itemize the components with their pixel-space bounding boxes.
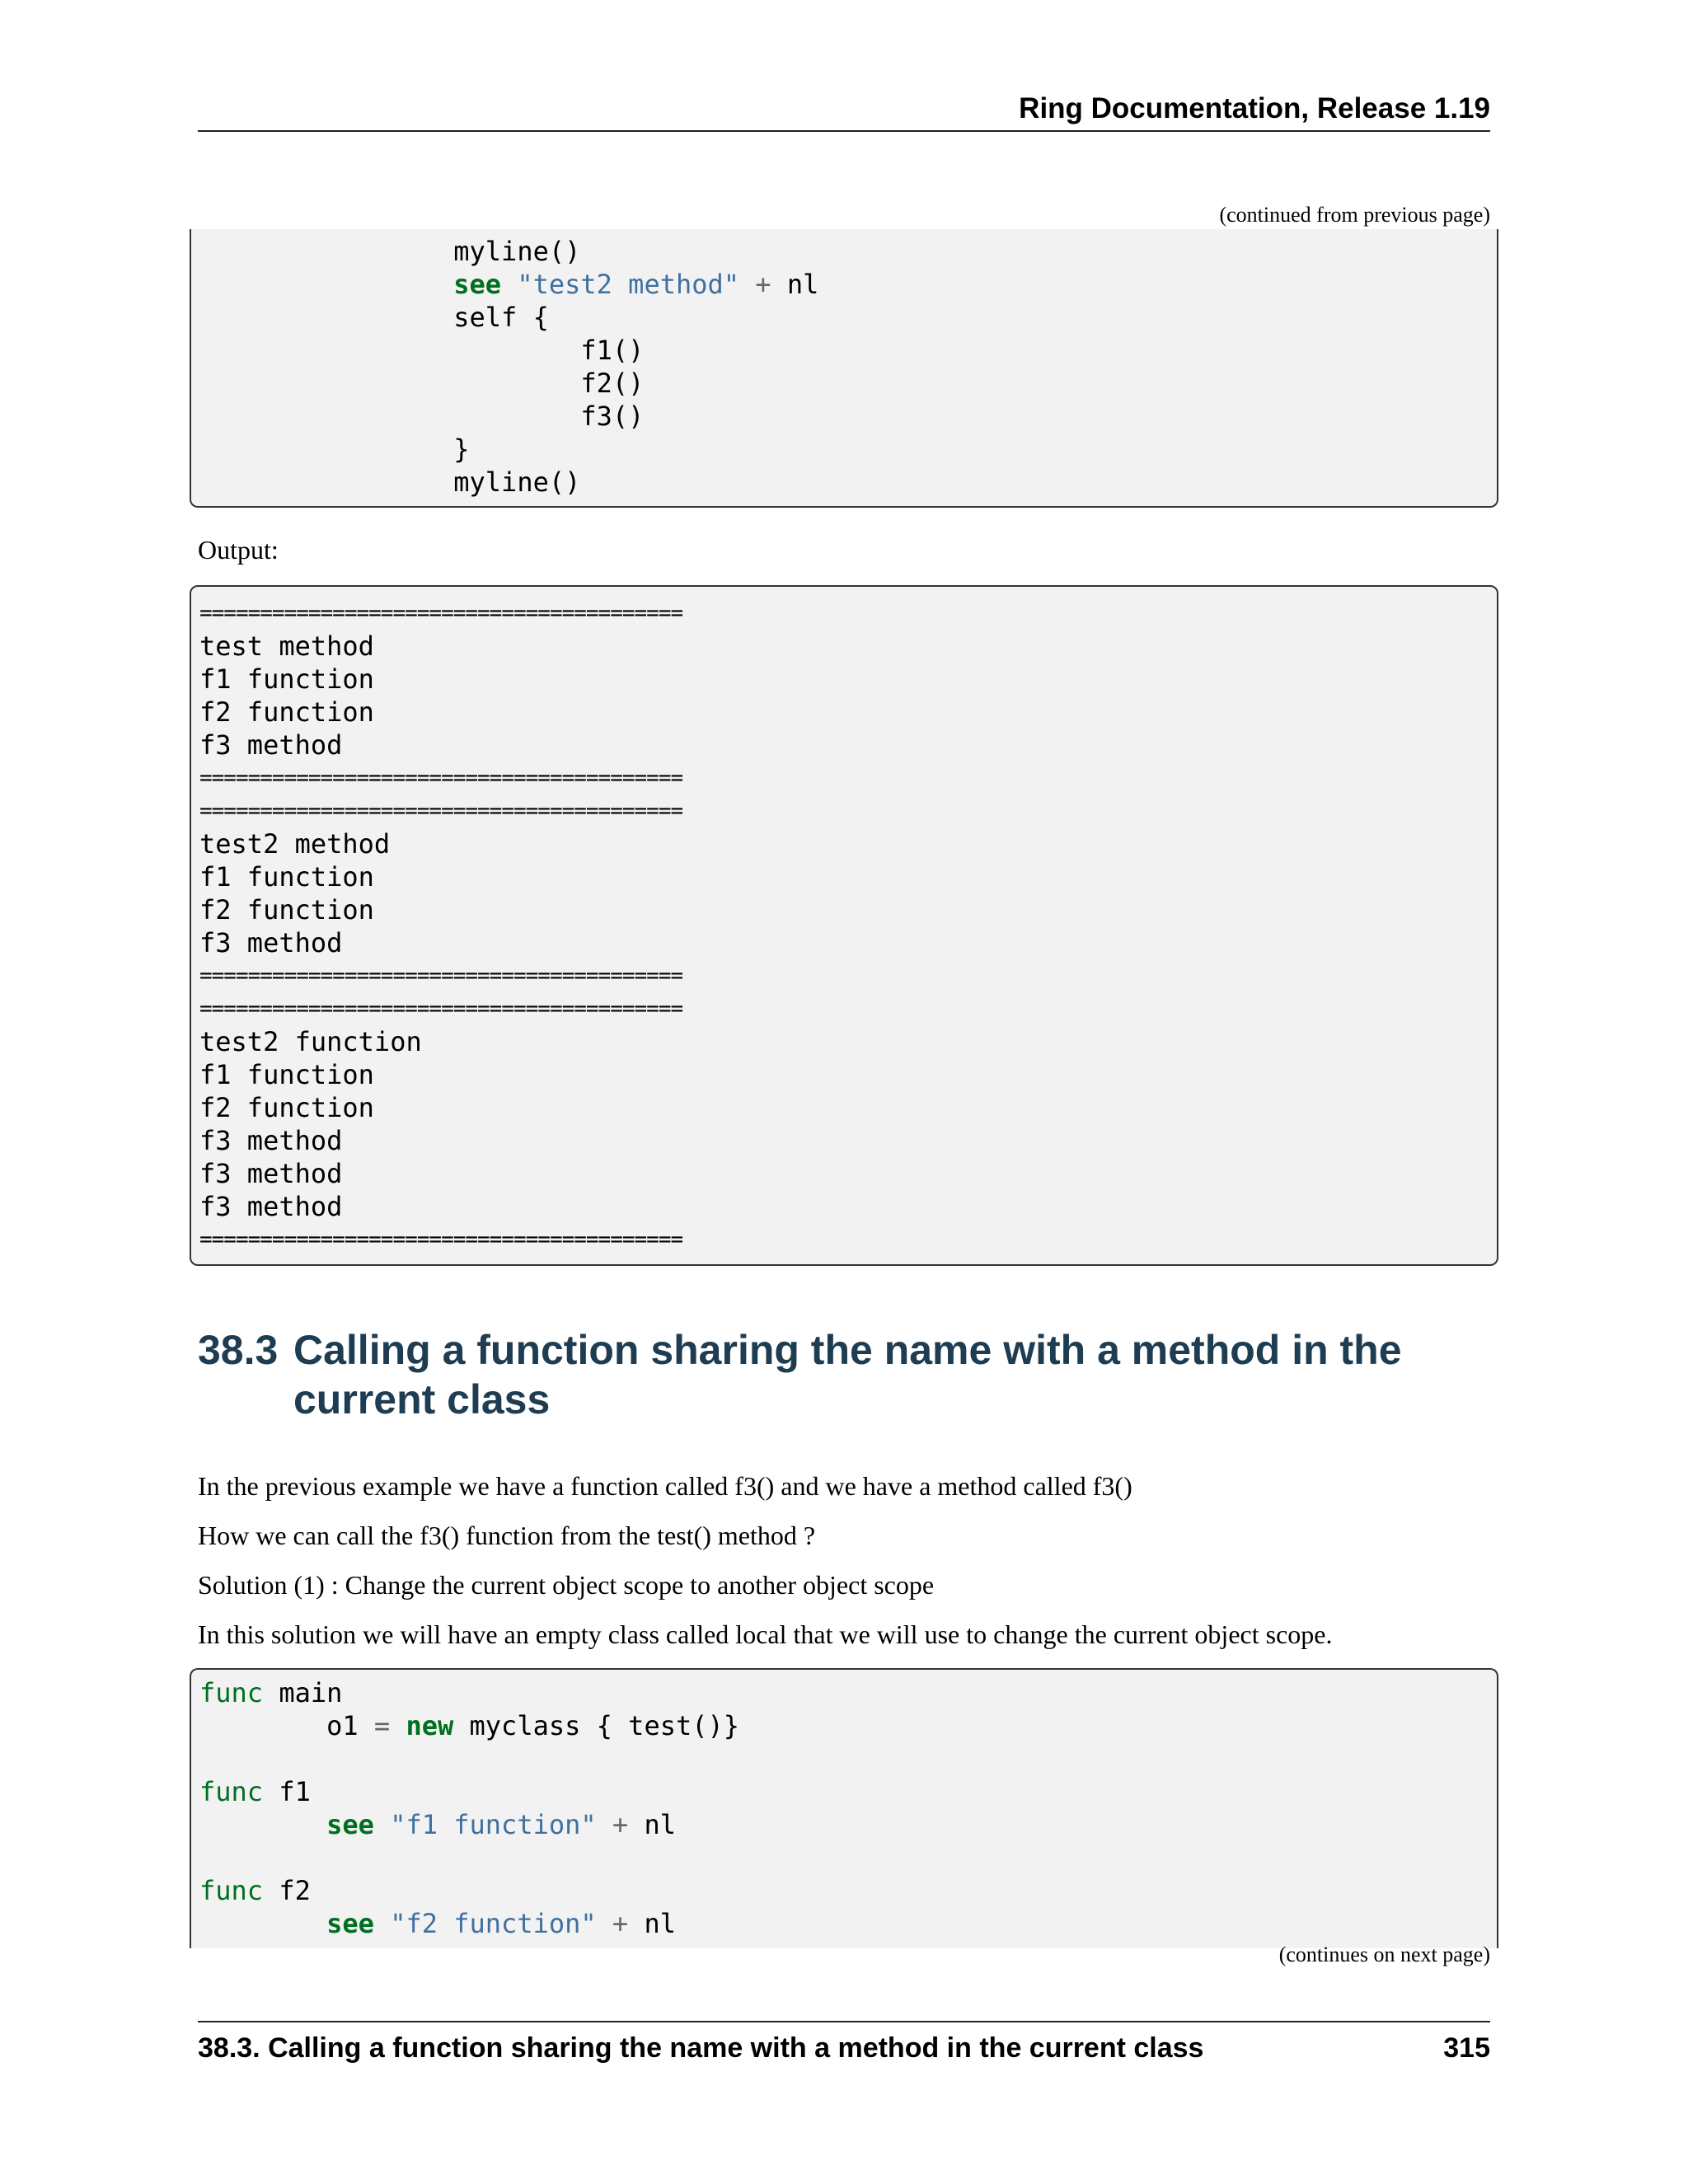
code-block-2 bbox=[190, 1668, 1498, 1948]
code-line: func main bbox=[199, 1677, 343, 1708]
section-heading bbox=[198, 1325, 1500, 1424]
page-footer bbox=[198, 2021, 1490, 2064]
continued-note: (continued from previous page) bbox=[1219, 203, 1490, 227]
output-line: ======================================== bbox=[199, 601, 683, 626]
output-line: f3 method bbox=[199, 1125, 343, 1156]
output-line: f3 method bbox=[199, 1158, 343, 1189]
paragraph: How we can call the f3() function from the test() method ? bbox=[198, 1521, 816, 1550]
paragraph: Solution (1) : Change the current object scope to another object scope bbox=[198, 1570, 935, 1600]
paragraph: In this solution we will have an empty class called local that we will use to change the current object scope. bbox=[198, 1619, 1333, 1649]
code-block-1 bbox=[190, 229, 1498, 508]
code-line: see "f1 function" + nl bbox=[326, 1809, 676, 1840]
output-line: f3 method bbox=[199, 927, 343, 958]
continues-note: (continues on next page) bbox=[1278, 1943, 1490, 1966]
code-line: see "test2 method" + nl bbox=[453, 269, 819, 300]
code-line: } bbox=[199, 434, 470, 465]
page-header bbox=[198, 91, 1490, 132]
output-line: f3 method bbox=[199, 729, 343, 761]
output-line: ======================================== bbox=[199, 799, 683, 823]
output-line: f1 function bbox=[199, 861, 374, 893]
section-number: 38.3 bbox=[198, 1327, 279, 1373]
output-line: f2 function bbox=[199, 696, 374, 728]
page-number: 315 bbox=[1443, 2032, 1490, 2064]
code-line: o1 = new myclass { test()} bbox=[199, 1710, 740, 1741]
output-line: test2 method bbox=[199, 828, 391, 860]
output-line: f3 method bbox=[199, 1191, 343, 1222]
code-line: myline() bbox=[199, 236, 581, 267]
code-line: myline() bbox=[199, 466, 581, 498]
output-label: Output: bbox=[198, 535, 279, 565]
paragraph: In the previous example we have a function called f3() and we have a method called f3() bbox=[198, 1471, 1132, 1501]
code-line: f1() bbox=[199, 335, 645, 366]
code-line: see "f2 function" + nl bbox=[326, 1908, 676, 1939]
code-line bbox=[191, 1742, 1497, 1775]
output-line: ======================================== bbox=[199, 996, 683, 1021]
header-title: Ring Documentation, Release 1.19 bbox=[1019, 92, 1490, 124]
footer-section-label: 38.3. Calling a function sharing the name with a method in the current class bbox=[198, 2032, 1204, 2064]
output-line: test2 function bbox=[199, 1026, 422, 1057]
output-line: f1 function bbox=[199, 1059, 374, 1090]
output-line: test method bbox=[199, 630, 374, 662]
code-line: func f2 bbox=[199, 1875, 311, 1906]
code-line: f3() bbox=[199, 401, 645, 432]
output-line: ======================================== bbox=[199, 963, 683, 988]
output-block bbox=[190, 585, 1498, 1266]
output-line: f2 function bbox=[199, 1092, 374, 1123]
output-line: ======================================== bbox=[199, 1227, 683, 1252]
code-line: func f1 bbox=[199, 1776, 311, 1807]
code-line: f2() bbox=[199, 368, 645, 399]
output-line: f1 function bbox=[199, 663, 374, 695]
output-line: f2 function bbox=[199, 894, 374, 926]
output-line: ======================================== bbox=[199, 766, 683, 790]
code-line: self { bbox=[199, 302, 549, 333]
section-title: Calling a function sharing the name with a method in the current class bbox=[293, 1327, 1402, 1422]
code-line bbox=[191, 1841, 1497, 1874]
